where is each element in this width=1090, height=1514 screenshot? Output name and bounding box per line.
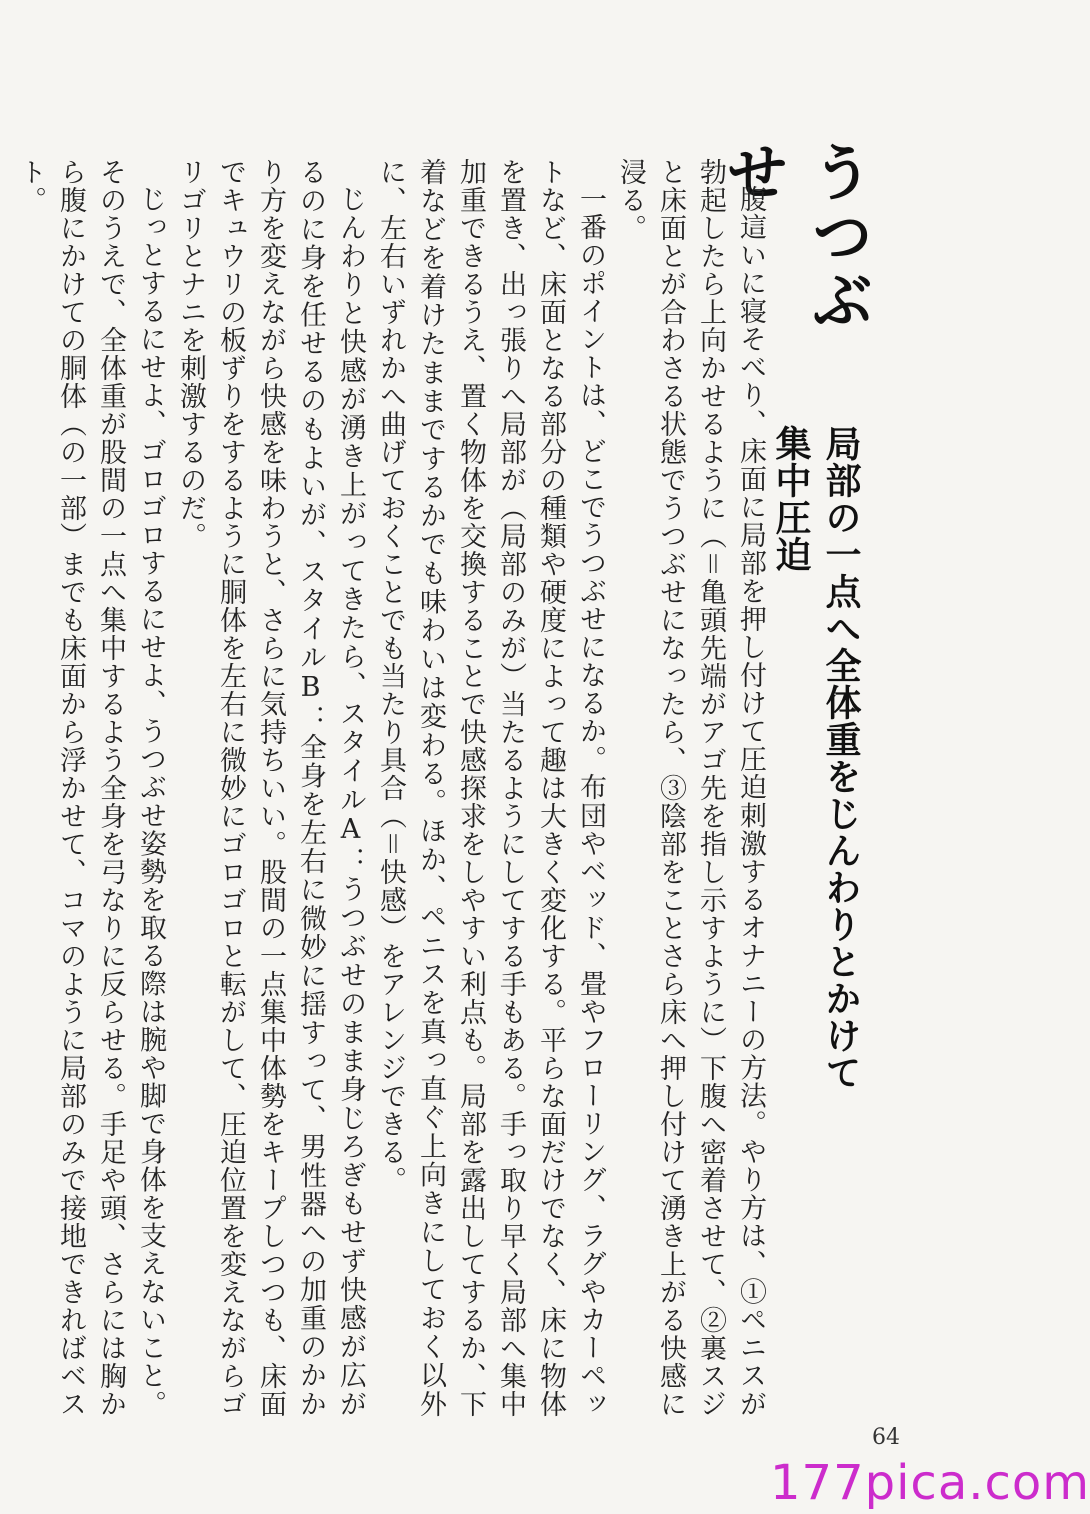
watermark-text: 177pica.com [770,1455,1090,1511]
page-subtitle: 局部の一点へ全体重をじんわりとかけて集中圧迫 [770,425,861,1091]
body-text [15,158,770,1418]
paragraph: 腹這いに寝そべり、床面に局部を押し付けて圧迫刺激するオナニーの方法。やり方は、①ペニスが勃起したら上向かせるように（＝亀頭先端がアゴ先を指し示すように）下腹へ密着させて、②裏スジと床面とが合わさる状態でうつぶせになったら、③陰部をことさら床へ押し付けて湧き上がる快感に浸る。 [615,158,766,1418]
paragraph: じっとするにせよ、ゴロゴロするにせよ、うつぶせ姿勢を取る際は腕や脚で身体を支えないこと。そのうえで、全体重が股間の一点へ集中するよう全身を弓なりに反らせる。手足や頭、さらには胸から腹にかけての胴体（の一部）までも床面から浮かせて、コマのように局部のみで接地できればベスト。 [15,158,166,1418]
paragraph: 一番のポイントは、どこでうつぶせになるか。布団やベッド、畳やフローリング、ラグやカーペットなど、床面となる部分の種類や硬度によって趣は大きく変化する。平らな面だけでなく、床に物体を置き、出っ張りへ局部が（局部のみが）当たるようにしてする手もある。手っ取り早く局部へ集中加重できるうえ、置く物体を交換することで快感探求をしやすい利点も。局部を露出してするか、下着などを着けたままでするかでも味わいは変わる。ほか、ペニスを真っ直ぐ上向きにしておく以外に、左右いずれかへ曲げておくことでも当たり具合（＝快感）をアレンジできる。 [375,158,606,1418]
page-number: 64 [872,1425,900,1450]
paragraph: じんわりと快感が湧き上がってきたら、スタイルA：うつぶせのまま身じろぎもせず快感が広がるのに身を任せるのもよいが、スタイルB：全身を左右に微妙に揺すって、男性器への加重のかかり方を変えながら快感を味わうと、さらに気持ちいい。股間の一点集中体勢をキープしつつも、床面でキュウリの板ずりをするように胴体を左右に微妙にゴロゴロと転がして、圧迫位置を変えながらゴリゴリとナニを刺激するのだ。 [175,158,366,1418]
page-title: うつぶせ [716,140,874,332]
